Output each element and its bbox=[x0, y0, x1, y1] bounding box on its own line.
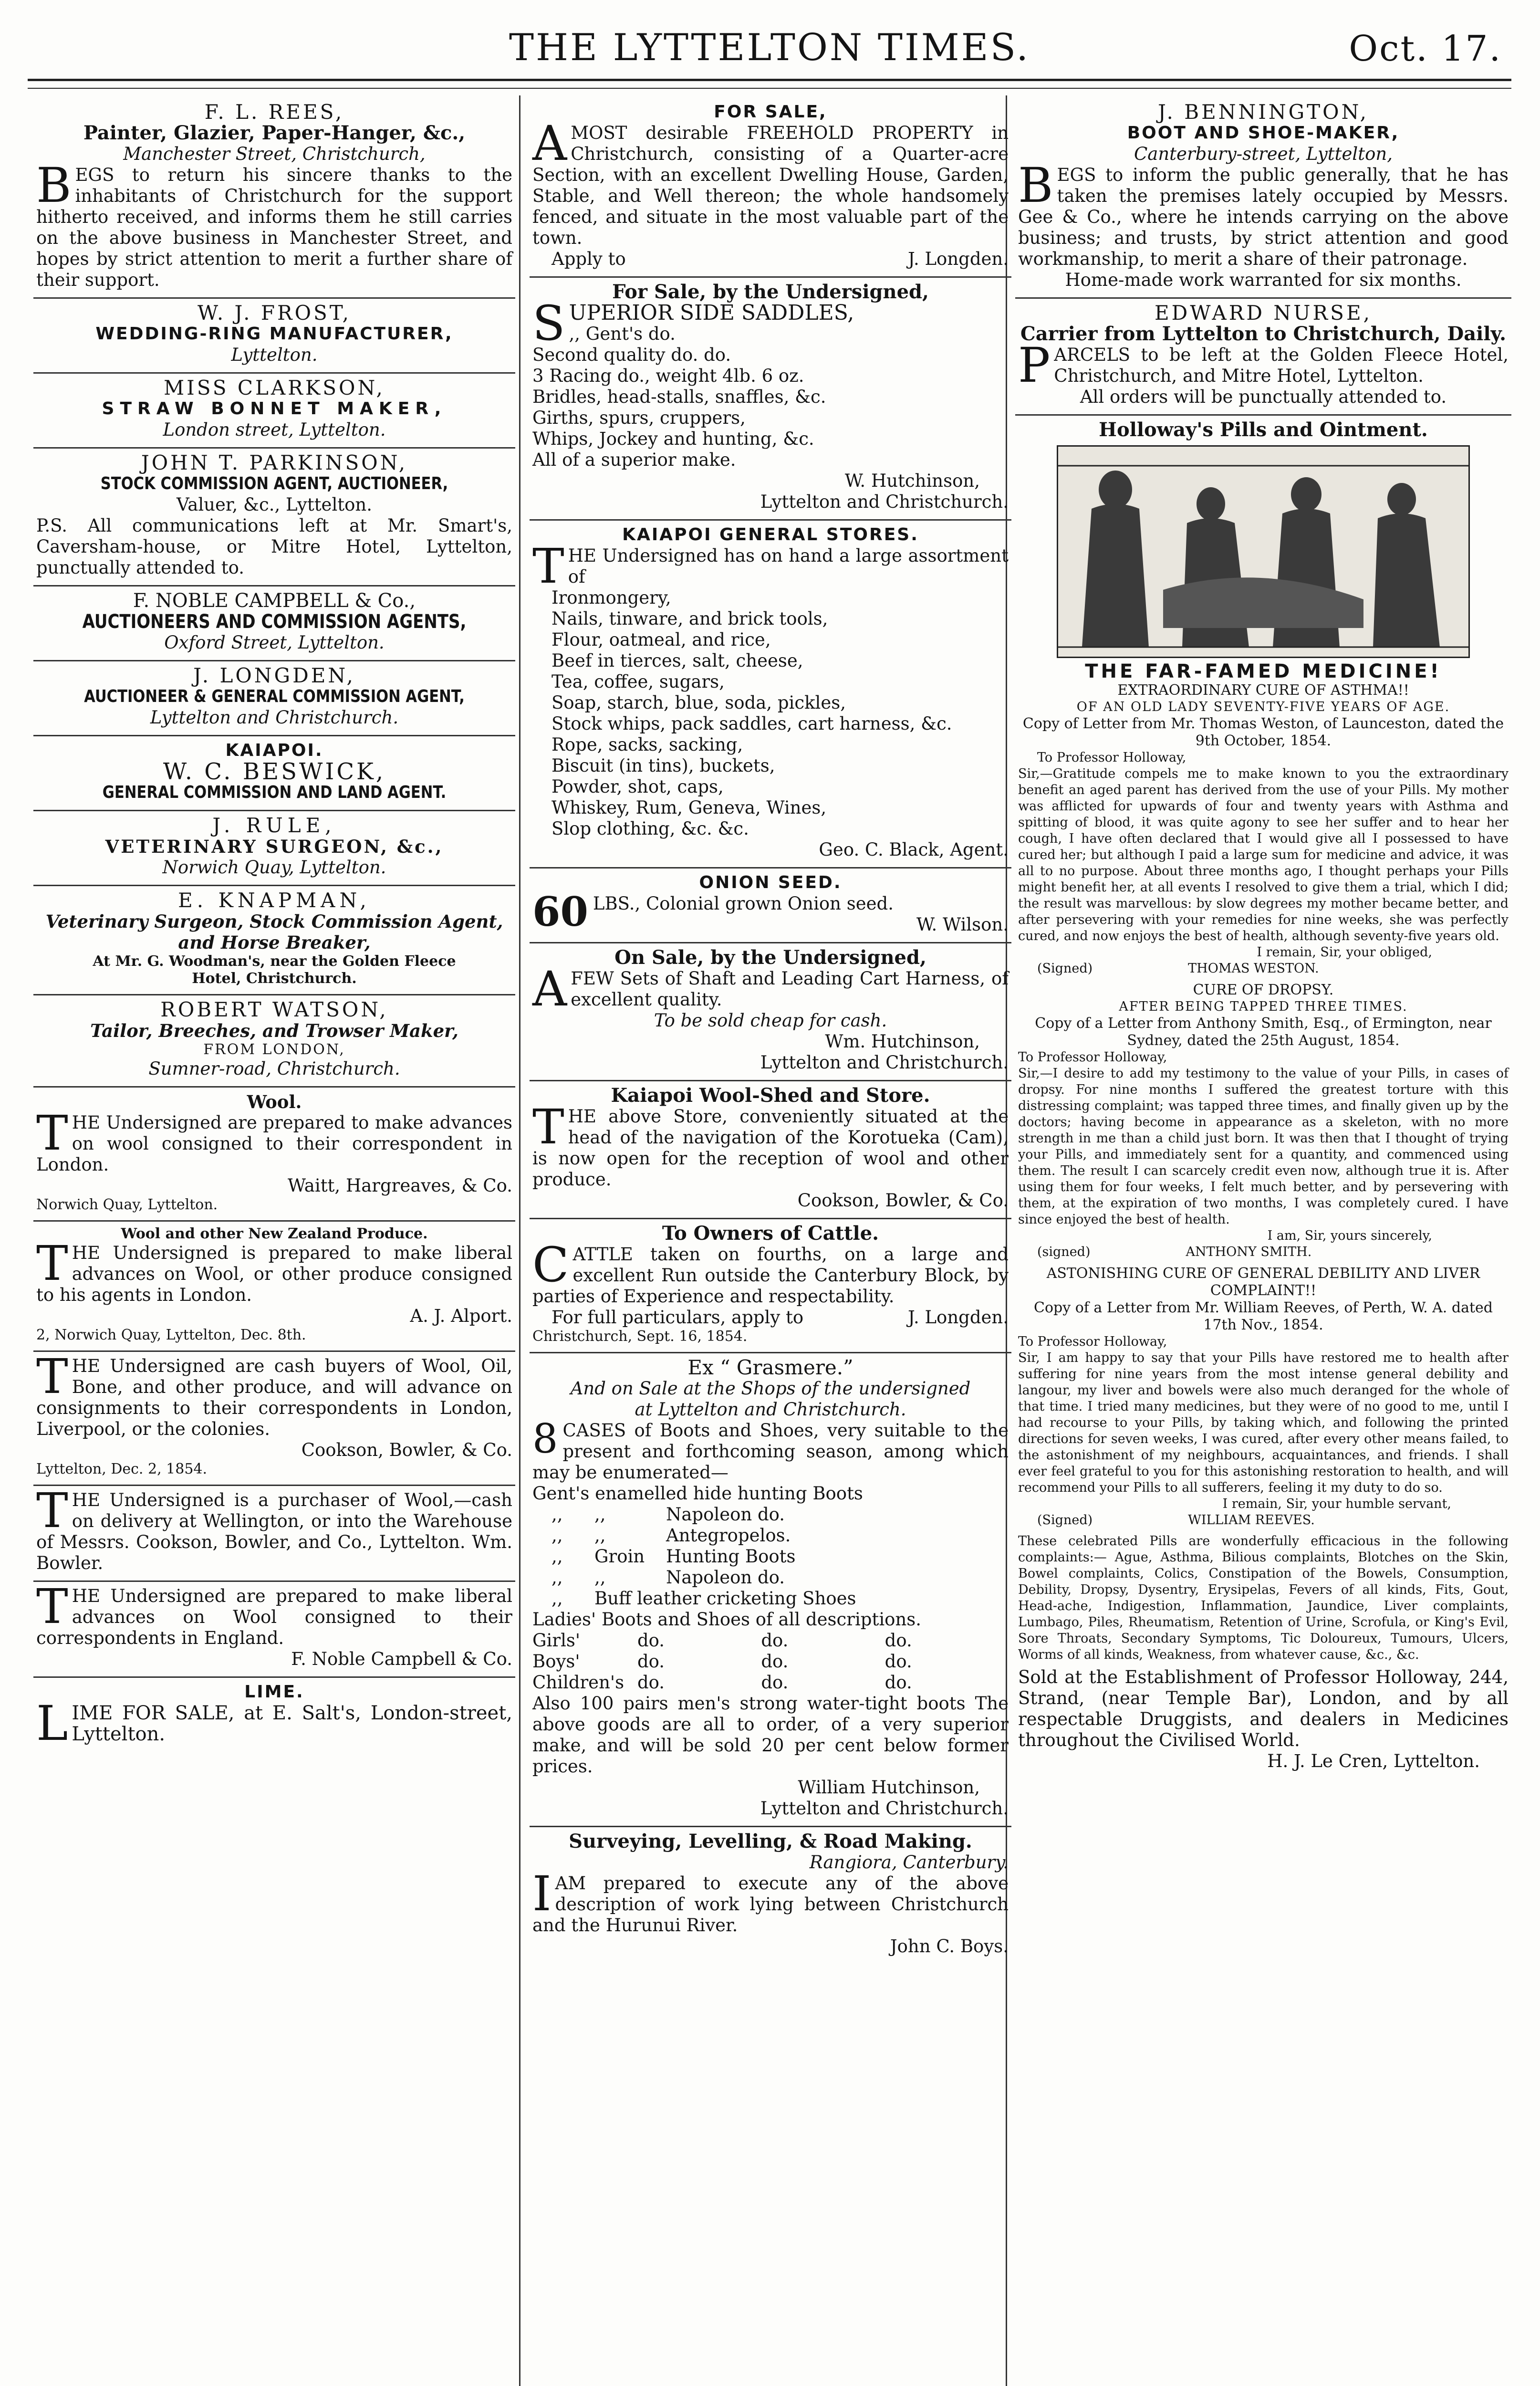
ad-frost bbox=[33, 299, 515, 374]
testimonial-author: WILLIAM REEVES. bbox=[1188, 1513, 1315, 1528]
table-cell: Groin bbox=[594, 1546, 645, 1567]
ad-heading: To Owners of Cattle. bbox=[662, 1222, 879, 1245]
ad-heading: Holloway's Pills and Ointment. bbox=[1099, 419, 1428, 441]
table-cell: Children's bbox=[532, 1672, 624, 1693]
ad-watson bbox=[33, 995, 515, 1088]
drop-cap: T bbox=[36, 1579, 68, 1634]
advertiser-trade: STOCK COMMISSION AGENT, AUCTIONEER, bbox=[100, 474, 448, 493]
advertiser-address: Oxford Street, Lyttelton. bbox=[164, 632, 385, 653]
list-item: Whips, Jockey and hunting, &c. bbox=[532, 429, 814, 449]
testimonial-signed: (Signed) bbox=[1037, 961, 1093, 976]
table-cell: ,, bbox=[594, 1525, 606, 1546]
table-cell: ,, bbox=[594, 1504, 606, 1525]
ad-body: UPERIOR SIDE SADDLES, bbox=[569, 301, 854, 325]
ad-wool bbox=[33, 1088, 515, 1222]
table-cell: do. bbox=[761, 1630, 789, 1651]
ad-woolshed bbox=[530, 1081, 1011, 1219]
ad-rees bbox=[33, 98, 515, 299]
ad-body: HE above Store, conveniently situated at the head of the navigation of the Korotueka (Cam), is now open for the reception of wool and other produce. bbox=[532, 1106, 1009, 1190]
ad-note: All orders will be punctually attended to. bbox=[1080, 387, 1447, 407]
advertiser-trade: Veterinary Surgeon, Stock Commission Agent, bbox=[45, 911, 503, 932]
table-cell: Antegropelos. bbox=[666, 1525, 791, 1546]
testimonial-author: ANTHONY SMITH. bbox=[1186, 1245, 1312, 1259]
table-row bbox=[532, 1672, 1009, 1693]
table-row bbox=[532, 1546, 1009, 1567]
list-item: Powder, shot, caps, bbox=[551, 776, 724, 797]
list-item: Beef in tierces, salt, cheese, bbox=[551, 650, 803, 671]
list-item: Slop clothing, &c. &c. bbox=[551, 818, 749, 839]
ad-kaiapoi-stores bbox=[530, 521, 1011, 869]
advertiser-name: F. NOBLE CAMPBELL & Co., bbox=[133, 590, 416, 612]
ad-note: Home-made work warranted for six months. bbox=[1065, 270, 1462, 290]
ad-address: Lyttelton and Christchurch. bbox=[760, 492, 1009, 512]
list-item: Flour, oatmeal, and rice, bbox=[551, 629, 771, 650]
advertiser-name: E. KNAPMAN, bbox=[178, 889, 371, 912]
advertiser-name: J. BENNINGTON, bbox=[1157, 100, 1369, 124]
table-cell: Napoleon do. bbox=[666, 1504, 785, 1525]
advertiser-trade: BOOT AND SHOE-MAKER, bbox=[1127, 123, 1400, 143]
ad-beswick bbox=[33, 736, 515, 811]
table-cell: Boys' bbox=[532, 1651, 580, 1672]
drop-cap: T bbox=[36, 1105, 68, 1161]
ad-address: Lyttelton, Dec. 2, 1854. bbox=[36, 1461, 208, 1477]
ad-apply: Apply to bbox=[551, 249, 626, 269]
ad-signature: Wm. Bowler. bbox=[36, 1532, 512, 1573]
ad-subheading: at Lyttelton and Christchurch. bbox=[635, 1399, 906, 1420]
drop-cap: A bbox=[532, 115, 567, 171]
ad-signature: J. Longden. bbox=[907, 249, 1009, 269]
ad-slogan: THE FAR-FAMED MEDICINE! bbox=[1085, 660, 1442, 682]
testimonial-salutation: To Professor Holloway, bbox=[1018, 1334, 1167, 1349]
ad-campbell-wool bbox=[33, 1579, 515, 1678]
ad-signature: A. J. Alport. bbox=[410, 1306, 512, 1326]
advertiser-origin: FROM LONDON, bbox=[203, 1041, 345, 1058]
ad-campbell bbox=[33, 586, 515, 661]
table-cell: Napoleon do. bbox=[666, 1567, 785, 1588]
testimonial-subheading: OF AN OLD LADY SEVENTY-FIVE YEARS OF AGE. bbox=[1076, 700, 1450, 714]
table-cell: ,, bbox=[594, 1567, 606, 1588]
advertiser-trade: and Horse Breaker, bbox=[178, 932, 371, 953]
table-cell: do. bbox=[637, 1651, 665, 1672]
ad-heading: Kaiapoi Wool-Shed and Store. bbox=[611, 1084, 930, 1107]
ad-body: HE Undersigned is prepared to make liberal advances on Wool, or other produce consigned to his agents in London. bbox=[36, 1243, 512, 1305]
drop-cap: 8 bbox=[532, 1415, 558, 1462]
advertiser-address: Lyttelton. bbox=[231, 345, 318, 365]
ad-heading: ONION SEED. bbox=[699, 873, 842, 892]
drop-cap: T bbox=[36, 1235, 68, 1291]
ad-heading: Surveying, Levelling, & Road Making. bbox=[569, 1830, 972, 1852]
sizes-table bbox=[532, 1630, 1009, 1693]
ad-heading: On Sale, by the Undersigned, bbox=[614, 946, 926, 969]
ad-onion bbox=[530, 869, 1011, 943]
ad-body: IME FOR SALE, at E. Salt's, London-street, Lyttelton. bbox=[72, 1702, 512, 1745]
ad-body: HE Undersigned are prepared to make advances on wool consigned to their correspondent in London. bbox=[36, 1112, 512, 1175]
table-row bbox=[532, 1651, 1009, 1672]
ad-body: MOST desirable FREEHOLD PROPERTY in Christchurch, consisting of a Quarter-acre Section, with an excellent Dwelling House, Garden, Stable, and Well thereon; the whole handsomely fenced, and situate in the most valuable part of the town. bbox=[532, 123, 1009, 248]
ad-body: ATTLE taken on fourths, on a large and excellent Run outside the Canterbury Block, by parties of Experience and respectability. bbox=[532, 1244, 1009, 1307]
testimonial-body: Sir,—Gratitude compels me to make known to you the extraordinary benefit an aged parent has derived from the use of your Pills. My mother was afflicted for upwards of four and twenty years with Asthma and spitting of blood, it was quite agony to see her suffer and to hear her cough, I have often declared that I would give all I possessed to have cured her; but although I paid a large sum for medicine and advice, it was all to no purpose. About three months ago, I thought perhaps your Pills might benefit her, at all events I resolved to give them a trial, which I did; the result was marvellous: by slow degrees my mother became better, and after persevering with your remedies for nine weeks, she was perfectly cured, and now enjoys the best of health, although seventy-five years old. bbox=[1018, 766, 1509, 943]
drop-cap: I bbox=[532, 1866, 551, 1922]
testimonial-subheading: AFTER BEING TAPPED THREE TIMES. bbox=[1119, 999, 1408, 1014]
testimonial-source: Copy of a Letter from Mr. William Reeves, of Perth, W. A. dated 17th Nov., 1854. bbox=[1034, 1299, 1493, 1333]
ad-signature: F. Noble Campbell & Co. bbox=[291, 1649, 512, 1669]
ad-signature: William Hutchinson, bbox=[798, 1777, 980, 1798]
list-item: Stock whips, pack saddles, cart harness, &c. bbox=[551, 713, 952, 734]
ad-heading: Ex “ Grasmere.” bbox=[687, 1356, 853, 1379]
table-cell: do. bbox=[637, 1672, 665, 1693]
table-row bbox=[532, 1525, 1009, 1546]
table-cell: ,, bbox=[551, 1504, 563, 1525]
ad-subheading: And on Sale at the Shops of the undersigned bbox=[570, 1378, 971, 1399]
ad-cookson bbox=[33, 1349, 515, 1486]
table-row bbox=[532, 1567, 1009, 1588]
table-cell: Buff leather cricketing Shoes bbox=[594, 1588, 856, 1609]
ad-rule bbox=[33, 811, 515, 886]
ad-address: Norwich Quay, Lyttelton. bbox=[36, 1196, 218, 1213]
ad-signature: Cookson, Bowler, & Co. bbox=[797, 1190, 1009, 1211]
list-item: Second quality do. do. bbox=[532, 345, 731, 365]
advertiser-trade: VETERINARY SURGEON, &c., bbox=[105, 836, 444, 857]
ad-signature: J. Longden. bbox=[907, 1307, 1009, 1328]
ad-signature: Waitt, Hargreaves, & Co. bbox=[287, 1175, 512, 1196]
list-item: Tea, coffee, sugars, bbox=[551, 671, 725, 692]
ad-body: AM prepared to execute any of the above description of work lying between Christchurch and the Hurunui River. bbox=[532, 1873, 1009, 1936]
ad-cattle bbox=[530, 1219, 1011, 1353]
list-item: Girths, spurs, cruppers, bbox=[532, 408, 746, 428]
drop-cap: T bbox=[532, 1099, 564, 1155]
list-item: Ironmongery, bbox=[551, 587, 671, 608]
drop-cap: P bbox=[1018, 337, 1051, 393]
advertiser-trade: STRAW BONNET MAKER, bbox=[102, 399, 447, 419]
ad-heading: LIME. bbox=[244, 1682, 304, 1702]
ad-saddles bbox=[530, 278, 1011, 521]
testimonial-salutation: To Professor Holloway, bbox=[1037, 750, 1186, 765]
drop-cap: B bbox=[1018, 157, 1053, 213]
ad-heading: FOR SALE, bbox=[714, 102, 827, 122]
advertiser-name: ROBERT WATSON, bbox=[160, 998, 388, 1021]
list-item: Biscuit (in tins), buckets, bbox=[551, 755, 775, 776]
ad-signature: W. Wilson. bbox=[916, 914, 1009, 935]
list-item: Nails, tinware, and brick tools, bbox=[551, 608, 828, 629]
table-cell: ,, bbox=[551, 1525, 563, 1546]
complaints-list: These celebrated Pills are wonderfully efficacious in the following complaints:— Ague, Asthma, Bilious complaints, Blotches on the Skin, Bowel complaints, Colics, Constipation of the Bowels, Consumption, Debility, Dropsy, Dysentry, Erysipelas, Fevers of all kinds, Fits, Gout, Head-ache, Indigestion, Inflammation, Jaundice, Liver complaints, Lumbago, Piles, Rheumatism, Retention of Urine, Scrofula, or King's Evil, Sore Throats, Secondary Symptoms, Tic Doloureux, Tumours, Ulcers, Worms of all kinds, Weakness, from whatever cause, &c., &c. bbox=[1018, 1534, 1509, 1662]
ad-heading: KAIAPOI. bbox=[225, 741, 323, 760]
advertiser-name: J. RULE, bbox=[212, 814, 336, 837]
ad-parkinson bbox=[33, 449, 515, 586]
table-cell: ,, bbox=[551, 1588, 563, 1609]
ad-heading: Wool and other New Zealand Produce. bbox=[121, 1225, 428, 1242]
ad-signature: John C. Boys. bbox=[890, 1936, 1009, 1957]
ad-harness bbox=[530, 943, 1011, 1081]
list-item: Ladies' Boots and Shoes of all descriptions. bbox=[532, 1609, 922, 1630]
ad-body: ARCELS to be left at the Golden Fleece Hotel, Christchurch, and Mitre Hotel, Lyttelton. bbox=[1054, 345, 1509, 386]
advertiser-trade: Painter, Glazier, Paper-Hanger, &c., bbox=[83, 122, 466, 144]
ad-lime bbox=[33, 1678, 515, 1751]
ad-holloway bbox=[1015, 416, 1511, 1779]
table-cell: do. bbox=[761, 1651, 789, 1672]
advertiser-address: Valuer, &c., Lyttelton. bbox=[176, 494, 373, 515]
advertiser-address: Norwich Quay, Lyttelton. bbox=[162, 857, 386, 878]
ad-note: To be sold cheap for cash. bbox=[654, 1010, 887, 1031]
testimonial-body: Sir, I am happy to say that your Pills have restored me to health after suffering for nine years from the most intense general debility and langour, my liver and bowels were also much deranged for the whole of that time. I tried many medicines, but they were of no good to me, until I had recourse to your Pills, by taking which, and following the printed directions for seven weeks, I was cured, after every other means failed, to the astonishment of my neighbours, acquaintances, and friends. I shall ever feel grateful to you for this astonishing restoration to health, and will recommend your Pills to all sufferers, feeling it my duty to do so. bbox=[1018, 1350, 1509, 1495]
testimonial-body: Sir,—I desire to add my testimony to the value of your Pills, in cases of dropsy. For nine months I suffered the greatest torture with this distressing complaint; was tapped three times, and finally given up by the doctors; having become in appearance as a skeleton, with no more strength in me than a child just born. It was then that I thought of trying your Pills, and immediately sent for a quantity, and commenced using them. The result I can scarcely credit even now, although true it is. After using them for four weeks, I felt much better, and by persevering with them, at the expiration of two months, I was completely cured. I have since enjoyed the best of health. bbox=[1018, 1066, 1509, 1227]
ad-body: Also 100 pairs men's strong water-tight boots The above goods are all to order, of a very superior make, and will be sold 20 per cent below former prices. bbox=[532, 1693, 1009, 1777]
testimonial-close: I remain, Sir, your humble servant, bbox=[1222, 1496, 1451, 1511]
advertiser-address: London street, Lyttelton. bbox=[163, 419, 386, 440]
ad-body: EGS to inform the public generally, that he has taken the premises lately occupied by Messrs. Gee & Co., where he intends carrying on the above business; and trusts, by strict attention and good workmanship, to merit a share of their patronage. bbox=[1018, 165, 1509, 269]
ad-body: Sold at the Establishment of Professor Holloway, 244, Strand, (near Temple Bar), London, and by all respectable Druggists, and dealers in Medicines throughout the Civilised World. bbox=[1018, 1667, 1509, 1750]
advertiser-name: J. LONGDEN, bbox=[193, 664, 355, 687]
drop-cap: L bbox=[36, 1695, 68, 1751]
engraving-illustration bbox=[1057, 445, 1470, 658]
column-2 bbox=[530, 98, 1011, 2386]
advertiser-name: W. J. FROST, bbox=[198, 301, 351, 324]
drop-cap: C bbox=[532, 1237, 569, 1293]
ad-freehold bbox=[530, 98, 1011, 278]
ad-knapman bbox=[33, 886, 515, 995]
ad-signature: Wm. Hutchinson, bbox=[825, 1031, 980, 1052]
advertiser-trade: Tailor, Breeches, and Trowser Maker, bbox=[90, 1020, 458, 1041]
drop-cap: 60 bbox=[532, 888, 588, 935]
drop-cap: S bbox=[532, 295, 565, 351]
ad-body: FEW Sets of Shaft and Leading Cart Harness, of excellent quality. bbox=[571, 968, 1009, 1010]
ad-signature: Cookson, Bowler, & Co. bbox=[301, 1440, 512, 1460]
table-cell: do. bbox=[884, 1630, 912, 1651]
list-item: Soap, starch, blue, soda, pickles, bbox=[551, 692, 846, 713]
list-item: 3 Racing do., weight 4lb. 6 oz. bbox=[532, 366, 804, 386]
table-row bbox=[532, 1630, 1009, 1651]
newspaper-title: THE LYTTELTON TIMES. bbox=[509, 26, 1030, 69]
boots-list bbox=[532, 1483, 1009, 1609]
ad-signature: W. Hutchinson, bbox=[844, 471, 980, 491]
table-cell: Girls' bbox=[532, 1630, 581, 1651]
ad-heading: Wool. bbox=[247, 1091, 302, 1112]
advertiser-trade: AUCTIONEER & GENERAL COMMISSION AGENT, bbox=[84, 687, 465, 706]
drop-cap: T bbox=[36, 1483, 68, 1538]
advertiser-name: W. C. BESWICK, bbox=[163, 758, 386, 785]
table-cell: do. bbox=[637, 1630, 665, 1651]
drop-cap: A bbox=[532, 961, 567, 1017]
advertiser-address: Lyttelton and Christchurch. bbox=[150, 707, 399, 728]
table-cell: do. bbox=[761, 1672, 789, 1693]
ad-address: 2, Norwich Quay, Lyttelton, Dec. 8th. bbox=[36, 1327, 306, 1343]
masthead bbox=[28, 26, 1511, 76]
ad-body: CASES of Boots and Shoes, very suitable to the present and forthcoming season, among which may be enumerated— bbox=[532, 1420, 1009, 1483]
ad-longden bbox=[33, 661, 515, 736]
ad-surveying bbox=[530, 1827, 1011, 1964]
list-item: ,, Gent's do. bbox=[569, 324, 676, 344]
testimonial-author: THOMAS WESTON. bbox=[1188, 961, 1319, 976]
list-item: Bridles, head-stalls, snaffles, &c. bbox=[532, 387, 826, 407]
ad-nurse bbox=[1015, 299, 1511, 416]
table-cell: ,, bbox=[551, 1546, 563, 1567]
ad-apply: For full particulars, apply to bbox=[551, 1307, 804, 1328]
column-divider bbox=[519, 95, 520, 2386]
ad-clarkson bbox=[33, 374, 515, 449]
ad-body: P.S. All communications left at Mr. Smart's, Caversham-house, or Mitre Hotel, Lyttelton, punctually attended to. bbox=[36, 515, 512, 578]
ad-address: Lyttelton and Christchurch. bbox=[760, 1798, 1009, 1819]
advertiser-trade: WEDDING-RING MANUFACTURER, bbox=[95, 324, 453, 344]
column-1 bbox=[33, 98, 515, 2386]
drop-cap: B bbox=[36, 157, 72, 213]
advertiser-name: MISS CLARKSON, bbox=[164, 376, 385, 399]
ad-body: HE Undersigned are prepared to make liberal advances on Wool consigned to their correspondents in England. bbox=[36, 1586, 512, 1648]
advertiser-address: Hotel, Christchurch. bbox=[192, 970, 357, 987]
column-3 bbox=[1015, 98, 1511, 2386]
advertiser-trade: AUCTIONEERS AND COMMISSION AGENTS, bbox=[82, 611, 467, 633]
advertiser-address: Canterbury-street, Lyttelton, bbox=[1134, 144, 1393, 164]
testimonial-close: I am, Sir, yours sincerely, bbox=[1267, 1228, 1432, 1243]
testimonial-close: I remain, Sir, your obliged, bbox=[1257, 945, 1432, 960]
list-item: All of a superior make. bbox=[532, 450, 736, 470]
ad-body: LBS., Colonial grown Onion seed. bbox=[593, 893, 894, 914]
table-cell: ,, bbox=[551, 1567, 563, 1588]
issue-date: Oct. 17. bbox=[1349, 28, 1502, 69]
ad-body: HE Undersigned is a purchaser of Wool,—cash on delivery at Wellington, or into the Warehouse of Messrs. Cookson, Bowler, and Co., Lyttelton. bbox=[36, 1490, 512, 1552]
table-cell: Gent's enamelled hide hunting Boots bbox=[532, 1483, 863, 1504]
list-item: Whiskey, Rum, Geneva, Wines, bbox=[551, 797, 827, 818]
masthead-rule bbox=[28, 79, 1511, 89]
testimonial-heading: ASTONISHING CURE OF GENERAL DEBILITY AND LIVER COMPLAINT!! bbox=[1046, 1265, 1480, 1299]
advertiser-address: At Mr. G. Woodman's, near the Golden Fleece bbox=[93, 953, 456, 970]
drop-cap: T bbox=[36, 1349, 68, 1404]
table-row bbox=[532, 1483, 1009, 1504]
drop-cap: T bbox=[532, 538, 564, 594]
testimonial-heading: CURE OF DROPSY. bbox=[1193, 982, 1334, 998]
ad-address: Lyttelton and Christchurch. bbox=[760, 1052, 1009, 1073]
ad-signature: H. J. Le Cren, Lyttelton. bbox=[1267, 1751, 1480, 1771]
ad-heading: For Sale, by the Undersigned, bbox=[612, 281, 929, 303]
advertiser-address: Sumner-road, Christchurch. bbox=[148, 1058, 400, 1079]
testimonial-signed: (Signed) bbox=[1037, 1513, 1093, 1528]
advertiser-name: EDWARD NURSE, bbox=[1155, 301, 1372, 324]
ad-signature: Geo. C. Black, Agent. bbox=[819, 839, 1009, 860]
testimonial-heading: EXTRAORDINARY CURE OF ASTHMA!! bbox=[1117, 682, 1409, 699]
table-row bbox=[532, 1504, 1009, 1525]
ad-body: EGS to return his sincere thanks to the inhabitants of Christchurch for the support hitherto received, and informs them he still carries on the above business in Manchester Street, and hopes by strict attention to merit a further share of their support. bbox=[36, 165, 512, 290]
advertiser-address: Manchester Street, Christchurch, bbox=[123, 144, 426, 164]
ad-subheading: Rangiora, Canterbury. bbox=[809, 1852, 1009, 1873]
table-cell: Hunting Boots bbox=[666, 1546, 796, 1567]
testimonial-signed: (signed) bbox=[1037, 1245, 1091, 1259]
ad-body: HE Undersigned has on hand a large assortment of bbox=[568, 545, 1009, 587]
ad-date: Christchurch, Sept. 16, 1854. bbox=[532, 1328, 748, 1345]
advertiser-trade: GENERAL COMMISSION AND LAND AGENT. bbox=[102, 783, 447, 802]
ad-heading: KAIAPOI GENERAL STORES. bbox=[622, 525, 919, 544]
list-item: Rope, sacks, sacking, bbox=[551, 734, 743, 755]
testimonial-salutation: To Professor Holloway, bbox=[1018, 1050, 1167, 1065]
ad-bennington bbox=[1015, 98, 1511, 299]
table-cell: do. bbox=[884, 1651, 912, 1672]
ad-grasmere bbox=[530, 1353, 1011, 1827]
advertiser-trade: Carrier from Lyttelton to Christchurch, Daily. bbox=[1020, 323, 1507, 345]
advertiser-name: JOHN T. PARKINSON, bbox=[141, 451, 408, 474]
ad-body: HE Undersigned are cash buyers of Wool, Oil, Bone, and other produce, and will advance on consignments to their correspondents in London, Liverpool, or the colonies. bbox=[36, 1356, 512, 1439]
table-row bbox=[532, 1588, 1009, 1609]
ad-bowler bbox=[33, 1483, 515, 1582]
testimonial-source: Copy of a Letter from Anthony Smith, Esq., of Ermington, near Sydney, dated the 25th August, 1854. bbox=[1035, 1015, 1492, 1049]
table-cell: do. bbox=[884, 1672, 912, 1693]
testimonial-source: Copy of Letter from Mr. Thomas Weston, of Launceston, dated the 9th October, 1854. bbox=[1022, 715, 1504, 749]
ad-alport bbox=[33, 1222, 515, 1352]
advertiser-name: F. L. REES, bbox=[204, 100, 344, 124]
